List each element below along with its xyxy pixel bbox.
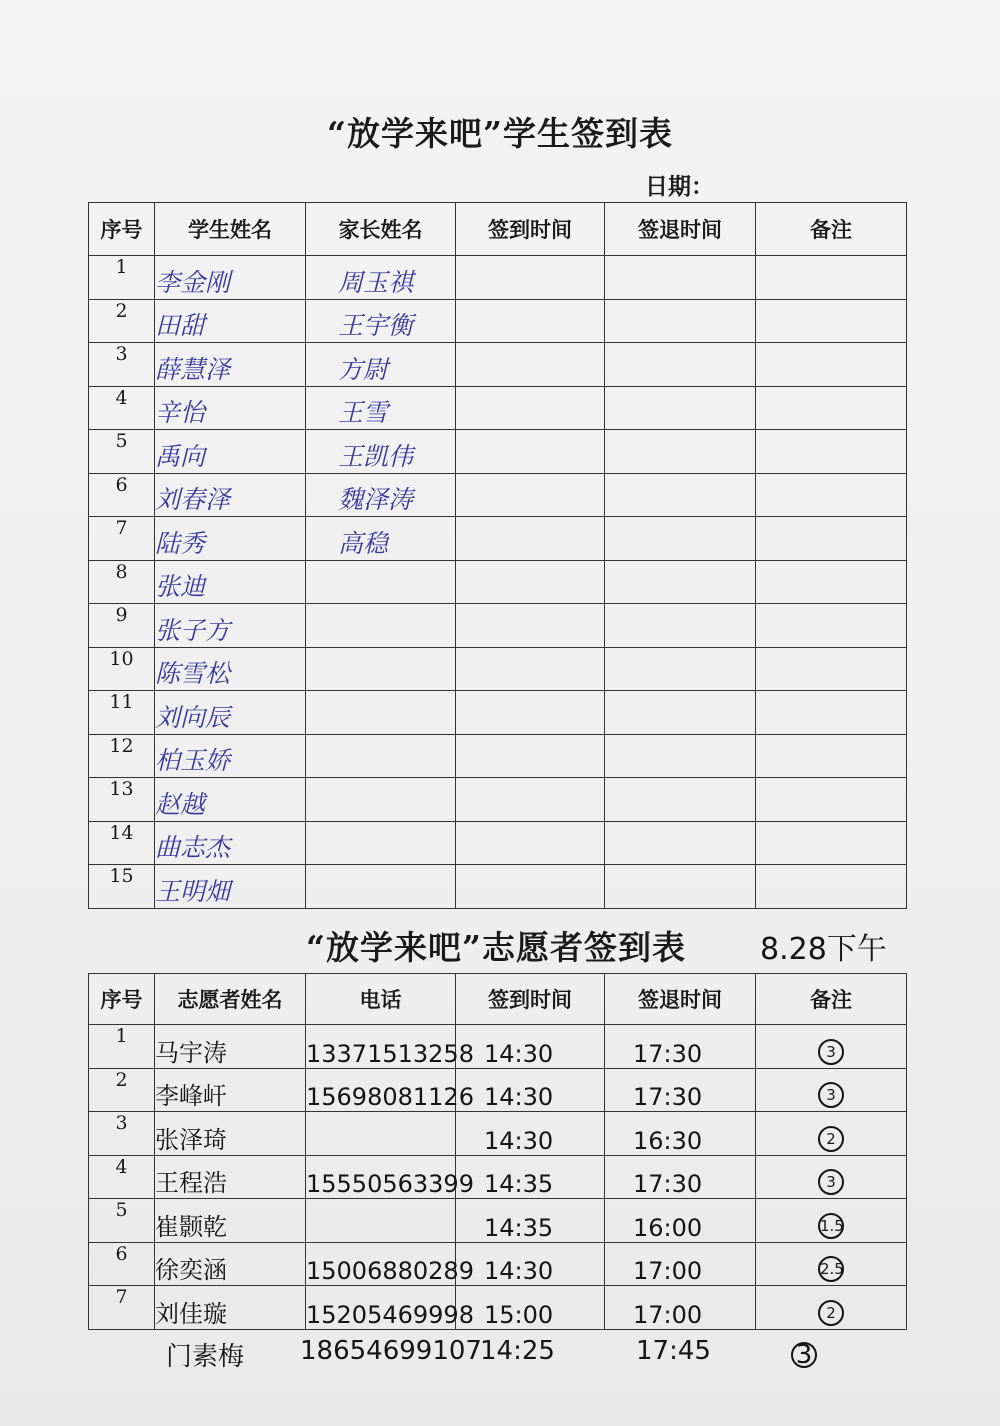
parent-name: [306, 560, 456, 604]
remarks-cell: [756, 604, 907, 648]
parent-name: 周玉祺: [306, 256, 456, 300]
row-number: 14: [89, 821, 155, 865]
phone-number: [306, 1112, 456, 1156]
circled-note: 2: [818, 1126, 844, 1152]
sign-in-time: 15:00: [456, 1286, 605, 1330]
sign-in-time-cell: [456, 299, 605, 343]
row-number: 4: [89, 1155, 155, 1199]
extra-volunteer-name: 门素梅: [166, 1342, 245, 1372]
table-row: [89, 691, 907, 735]
remarks-cell: [756, 1242, 907, 1286]
table-row: [89, 1286, 907, 1330]
sign-in-time-cell: [456, 517, 605, 561]
sign-in-time-cell: [456, 473, 605, 517]
sign-out-time: 17:30: [605, 1155, 756, 1199]
row-number: 6: [89, 1242, 155, 1286]
volunteer-name: 马宇涛: [155, 1025, 306, 1069]
sign-out-time-cell: [605, 299, 756, 343]
sign-in-time-cell: [456, 386, 605, 430]
sign-in-time-cell: [456, 560, 605, 604]
circled-note: 1.5: [818, 1213, 844, 1239]
row-number: 4: [89, 386, 155, 430]
header-volunteer-name: 志愿者姓名: [155, 974, 306, 1025]
sign-in-time-cell: [456, 256, 605, 300]
sign-out-time: 17:30: [605, 1068, 756, 1112]
table-row: [89, 734, 907, 778]
table-row: [89, 473, 907, 517]
parent-name: [306, 821, 456, 865]
parent-name: 王宇衡: [306, 299, 456, 343]
sign-out-time: 17:30: [605, 1025, 756, 1069]
extra-volunteer-sign-in: 14:25: [480, 1336, 555, 1366]
remarks-cell: [756, 1025, 907, 1069]
sign-in-time-cell: [456, 343, 605, 387]
volunteer-name: 徐奕涵: [155, 1242, 306, 1286]
sign-out-time-cell: [605, 473, 756, 517]
date-label: 日期：: [645, 173, 714, 200]
volunteer-name: 王程浩: [155, 1155, 306, 1199]
table-row: [89, 343, 907, 387]
student-name: 柏玉娇: [155, 734, 306, 778]
remarks-cell: [756, 1112, 907, 1156]
circled-note: 3: [818, 1039, 844, 1065]
sign-in-time-cell: [456, 865, 605, 909]
table-row: [89, 1068, 907, 1112]
table-row: [89, 1025, 907, 1069]
circled-note: 2: [818, 1300, 844, 1326]
row-number: 9: [89, 604, 155, 648]
row-number: 8: [89, 560, 155, 604]
remarks-cell: [756, 1286, 907, 1330]
header-remarks: 备注: [756, 974, 907, 1025]
phone-number: 15006880289: [306, 1242, 456, 1286]
row-number: 15: [89, 865, 155, 909]
volunteer-name: 李峰屽: [155, 1068, 306, 1112]
student-name: 刘春泽: [155, 473, 306, 517]
circled-note: 2.5: [818, 1256, 844, 1282]
student-name: 李金刚: [155, 256, 306, 300]
remarks-cell: [756, 778, 907, 822]
volunteer-name: 刘佳璇: [155, 1286, 306, 1330]
sign-out-time-cell: [605, 430, 756, 474]
volunteer-sheet-title: “放学来吧”志愿者签到表: [306, 928, 686, 967]
parent-name: [306, 734, 456, 778]
row-number: 3: [89, 1112, 155, 1156]
table-row: [89, 299, 907, 343]
sign-in-time-cell: [456, 734, 605, 778]
row-number: 12: [89, 734, 155, 778]
phone-number: 15205469998: [306, 1286, 456, 1330]
volunteer-sign-in-table: [88, 973, 907, 1330]
extra-volunteer-sign-out: 17:45: [636, 1336, 711, 1366]
remarks-cell: [756, 343, 907, 387]
sign-in-time: 14:30: [456, 1068, 605, 1112]
sign-out-time: 16:00: [605, 1199, 756, 1243]
handwritten-date: 8.28下午: [760, 932, 887, 967]
table-row: [89, 256, 907, 300]
sign-out-time-cell: [605, 734, 756, 778]
student-name: 辛怡: [155, 386, 306, 430]
student-name: 刘向辰: [155, 691, 306, 735]
row-number: 2: [89, 299, 155, 343]
row-number: 1: [89, 256, 155, 300]
remarks-cell: [756, 256, 907, 300]
remarks-cell: [756, 517, 907, 561]
table-row: [89, 386, 907, 430]
sign-out-time: 16:30: [605, 1112, 756, 1156]
remarks-cell: [756, 430, 907, 474]
sign-out-time: 17:00: [605, 1242, 756, 1286]
volunteer-name: 张泽琦: [155, 1112, 306, 1156]
phone-number: 13371513258: [306, 1025, 456, 1069]
student-name: 曲志杰: [155, 821, 306, 865]
sign-out-time-cell: [605, 865, 756, 909]
student-name: 陆秀: [155, 517, 306, 561]
header-sign-out-time: 签退时间: [605, 974, 756, 1025]
student-name: 薛慧泽: [155, 343, 306, 387]
student-name: 张子方: [155, 604, 306, 648]
table-row: [89, 560, 907, 604]
sign-out-time-cell: [605, 517, 756, 561]
sign-in-time-cell: [456, 821, 605, 865]
sign-in-time-cell: [456, 778, 605, 822]
parent-name: [306, 691, 456, 735]
table-row: [89, 430, 907, 474]
remarks-cell: [756, 1155, 907, 1199]
student-name: 陈雪松: [155, 647, 306, 691]
parent-name: [306, 865, 456, 909]
extra-volunteer-row: [88, 1330, 906, 1378]
parent-name: 方尉: [306, 343, 456, 387]
student-name: 赵越: [155, 778, 306, 822]
sign-in-time: 14:35: [456, 1199, 605, 1243]
table-row: [89, 604, 907, 648]
sign-out-time: 17:00: [605, 1286, 756, 1330]
header-sign-out-time: 签退时间: [605, 203, 756, 256]
sign-out-time-cell: [605, 778, 756, 822]
remarks-cell: [756, 734, 907, 778]
table-row: [89, 1199, 907, 1243]
row-number: 7: [89, 1286, 155, 1330]
phone-number: [306, 1199, 456, 1243]
parent-name: [306, 604, 456, 648]
phone-number: 15550563399: [306, 1155, 456, 1199]
extra-volunteer-phone: 18654699107: [300, 1336, 482, 1366]
sign-out-time-cell: [605, 604, 756, 648]
sign-out-time-cell: [605, 560, 756, 604]
table-row: [89, 1112, 907, 1156]
row-number: 11: [89, 691, 155, 735]
row-number: 5: [89, 1199, 155, 1243]
remarks-cell: [756, 560, 907, 604]
header-sign-in-time: 签到时间: [456, 974, 605, 1025]
student-name: 王明畑: [155, 865, 306, 909]
table-row: [89, 865, 907, 909]
volunteer-name: 崔颢乾: [155, 1199, 306, 1243]
row-number: 3: [89, 343, 155, 387]
parent-name: [306, 778, 456, 822]
extra-volunteer-note: [791, 1340, 817, 1371]
table-row: [89, 647, 907, 691]
remarks-cell: [756, 473, 907, 517]
row-number: 6: [89, 473, 155, 517]
sign-out-time-cell: [605, 691, 756, 735]
header-remarks: 备注: [756, 203, 907, 256]
student-name: 张迪: [155, 560, 306, 604]
sign-in-time: 14:30: [456, 1242, 605, 1286]
circled-note: 3: [818, 1169, 844, 1195]
sign-in-time: 14:30: [456, 1112, 605, 1156]
sign-out-time-cell: [605, 343, 756, 387]
phone-number: 15698081126: [306, 1068, 456, 1112]
circled-note: 3: [818, 1082, 844, 1108]
row-number: 2: [89, 1068, 155, 1112]
row-number: 10: [89, 647, 155, 691]
sign-out-time-cell: [605, 386, 756, 430]
sign-in-time-cell: [456, 647, 605, 691]
sign-in-time-cell: [456, 430, 605, 474]
header-number: 序号: [89, 974, 155, 1025]
header-phone: 电话: [306, 974, 456, 1025]
remarks-cell: [756, 647, 907, 691]
parent-name: 王凯伟: [306, 430, 456, 474]
header-sign-in-time: 签到时间: [456, 203, 605, 256]
sign-out-time-cell: [605, 256, 756, 300]
table-row: [89, 517, 907, 561]
row-number: 7: [89, 517, 155, 561]
row-number: 13: [89, 778, 155, 822]
parent-name: 王雪: [306, 386, 456, 430]
sign-out-time-cell: [605, 647, 756, 691]
sign-in-time-cell: [456, 604, 605, 648]
table-header-row: [89, 203, 907, 256]
student-sheet-title: “放学来吧”学生签到表: [327, 114, 673, 153]
table-header-row: [89, 974, 907, 1025]
circled-note: 3: [791, 1342, 817, 1368]
header-student-name: 学生姓名: [155, 203, 306, 256]
parent-name: [306, 647, 456, 691]
student-name: 禹向: [155, 430, 306, 474]
remarks-cell: [756, 299, 907, 343]
sign-in-time: 14:35: [456, 1155, 605, 1199]
table-row: [89, 778, 907, 822]
remarks-cell: [756, 1199, 907, 1243]
remarks-cell: [756, 386, 907, 430]
student-name: 田甜: [155, 299, 306, 343]
sign-out-time-cell: [605, 821, 756, 865]
header-parent-name: 家长姓名: [306, 203, 456, 256]
sign-in-time: 14:30: [456, 1025, 605, 1069]
row-number: 5: [89, 430, 155, 474]
parent-name: 高稳: [306, 517, 456, 561]
row-number: 1: [89, 1025, 155, 1069]
table-row: [89, 1155, 907, 1199]
sign-in-time-cell: [456, 691, 605, 735]
remarks-cell: [756, 1068, 907, 1112]
student-sign-in-table: [88, 202, 907, 909]
header-number: 序号: [89, 203, 155, 256]
table-row: [89, 1242, 907, 1286]
table-row: [89, 821, 907, 865]
parent-name: 魏泽涛: [306, 473, 456, 517]
remarks-cell: [756, 821, 907, 865]
remarks-cell: [756, 865, 907, 909]
remarks-cell: [756, 691, 907, 735]
